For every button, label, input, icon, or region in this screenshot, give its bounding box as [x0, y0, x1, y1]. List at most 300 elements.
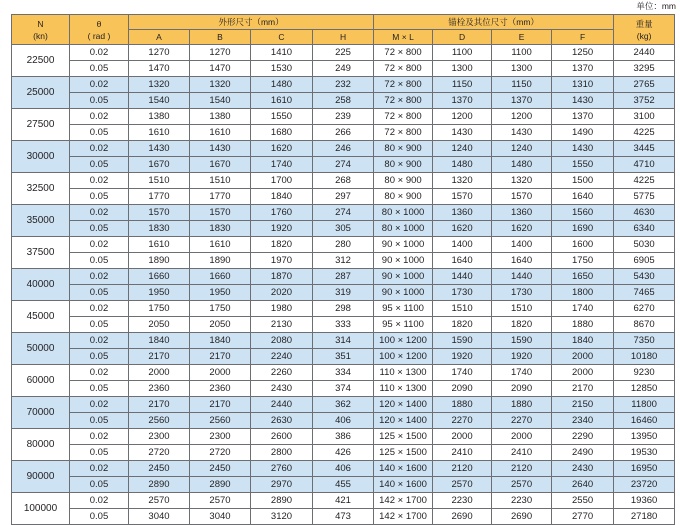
cell-e: 2570	[492, 477, 552, 493]
cell-a: 1770	[129, 189, 190, 205]
cell-d: 1320	[433, 173, 492, 189]
cell-e: 1430	[492, 125, 552, 141]
cell-weight: 5430	[614, 269, 675, 285]
cell-e: 2090	[492, 381, 552, 397]
cell-b: 1510	[190, 173, 251, 189]
header-weight-label: 重量	[635, 18, 653, 29]
cell-e: 1510	[492, 301, 552, 317]
cell-a: 1610	[129, 237, 190, 253]
cell-weight: 12850	[614, 381, 675, 397]
cell-weight: 2440	[614, 45, 675, 61]
cell-c: 2600	[251, 429, 313, 445]
cell-c: 1530	[251, 61, 313, 77]
cell-m-l: 72 × 800	[374, 77, 433, 93]
cell-d: 1370	[433, 93, 492, 109]
cell-m-l: 120 × 1400	[374, 397, 433, 413]
cell-h: 298	[313, 301, 374, 317]
cell-f: 1490	[552, 125, 614, 141]
table-row	[12, 493, 675, 509]
cell-c: 1820	[251, 237, 313, 253]
cell-a: 1380	[129, 109, 190, 125]
cell-b: 1610	[190, 125, 251, 141]
cell-b: 1320	[190, 77, 251, 93]
cell-b: 2360	[190, 381, 251, 397]
cell-f: 2150	[552, 397, 614, 413]
cell-d: 1400	[433, 237, 492, 253]
cell-d: 2120	[433, 461, 492, 477]
cell-f: 1310	[552, 77, 614, 93]
table-row	[12, 221, 675, 237]
cell-a: 2720	[129, 445, 190, 461]
cell-n: 27500	[12, 109, 70, 141]
header-col-h: H	[313, 30, 374, 45]
table-row	[12, 253, 675, 269]
cell-theta: 0.05	[70, 445, 129, 461]
cell-a: 2000	[129, 365, 190, 381]
cell-m-l: 90 × 1000	[374, 253, 433, 269]
cell-c: 2130	[251, 317, 313, 333]
cell-m-l: 100 × 1200	[374, 333, 433, 349]
cell-weight: 3445	[614, 141, 675, 157]
cell-f: 1800	[552, 285, 614, 301]
cell-theta: 0.02	[70, 141, 129, 157]
cell-e: 1920	[492, 349, 552, 365]
table-row	[12, 413, 675, 429]
header-n	[12, 15, 70, 45]
cell-a: 2360	[129, 381, 190, 397]
cell-m-l: 125 × 1500	[374, 445, 433, 461]
cell-a: 3040	[129, 509, 190, 525]
cell-a: 1270	[129, 45, 190, 61]
cell-theta: 0.02	[70, 173, 129, 189]
cell-c: 2260	[251, 365, 313, 381]
cell-m-l: 80 × 1000	[374, 221, 433, 237]
table-row	[12, 77, 675, 93]
cell-d: 1150	[433, 77, 492, 93]
cell-b: 2560	[190, 413, 251, 429]
cell-d: 1620	[433, 221, 492, 237]
cell-theta: 0.02	[70, 269, 129, 285]
cell-e: 1320	[492, 173, 552, 189]
header-n-unit: (kn)	[33, 30, 48, 41]
cell-weight: 4225	[614, 125, 675, 141]
cell-a: 2570	[129, 493, 190, 509]
cell-b: 2300	[190, 429, 251, 445]
cell-f: 2000	[552, 365, 614, 381]
cell-h: 268	[313, 173, 374, 189]
cell-theta: 0.02	[70, 77, 129, 93]
cell-m-l: 140 × 1600	[374, 461, 433, 477]
cell-a: 1320	[129, 77, 190, 93]
cell-weight: 2765	[614, 77, 675, 93]
cell-f: 1750	[552, 253, 614, 269]
cell-d: 2000	[433, 429, 492, 445]
cell-weight: 5775	[614, 189, 675, 205]
table-row	[12, 173, 675, 189]
cell-n: 22500	[12, 45, 70, 77]
cell-m-l: 110 × 1300	[374, 365, 433, 381]
cell-n: 70000	[12, 397, 70, 429]
cell-weight: 19530	[614, 445, 675, 461]
cell-m-l: 110 × 1300	[374, 381, 433, 397]
cell-a: 2300	[129, 429, 190, 445]
cell-m-l: 140 × 1600	[374, 477, 433, 493]
cell-c: 1620	[251, 141, 313, 157]
cell-a: 2170	[129, 397, 190, 413]
cell-theta: 0.02	[70, 365, 129, 381]
cell-f: 1370	[552, 109, 614, 125]
cell-weight: 27180	[614, 509, 675, 525]
cell-weight: 4225	[614, 173, 675, 189]
cell-weight: 13950	[614, 429, 675, 445]
cell-theta: 0.02	[70, 429, 129, 445]
cell-d: 1100	[433, 45, 492, 61]
cell-c: 2430	[251, 381, 313, 397]
cell-h: 334	[313, 365, 374, 381]
cell-m-l: 90 × 1000	[374, 269, 433, 285]
cell-weight: 4710	[614, 157, 675, 173]
cell-h: 426	[313, 445, 374, 461]
cell-f: 2430	[552, 461, 614, 477]
cell-h: 473	[313, 509, 374, 525]
cell-c: 2440	[251, 397, 313, 413]
cell-b: 1270	[190, 45, 251, 61]
cell-theta: 0.05	[70, 253, 129, 269]
cell-h: 319	[313, 285, 374, 301]
cell-h: 246	[313, 141, 374, 157]
cell-a: 2560	[129, 413, 190, 429]
cell-m-l: 95 × 1100	[374, 301, 433, 317]
spec-table	[11, 14, 675, 525]
cell-m-l: 72 × 800	[374, 45, 433, 61]
table-row	[12, 429, 675, 445]
cell-c: 1700	[251, 173, 313, 189]
table-row	[12, 365, 675, 381]
cell-a: 1830	[129, 221, 190, 237]
cell-h: 249	[313, 61, 374, 77]
cell-f: 1880	[552, 317, 614, 333]
cell-h: 386	[313, 429, 374, 445]
cell-d: 2410	[433, 445, 492, 461]
cell-e: 1370	[492, 93, 552, 109]
cell-a: 1660	[129, 269, 190, 285]
table-row	[12, 445, 675, 461]
cell-n: 25000	[12, 77, 70, 109]
cell-n: 100000	[12, 493, 70, 525]
cell-h: 421	[313, 493, 374, 509]
cell-f: 1250	[552, 45, 614, 61]
table-row	[12, 125, 675, 141]
cell-c: 2890	[251, 493, 313, 509]
cell-theta: 0.02	[70, 301, 129, 317]
cell-h: 266	[313, 125, 374, 141]
cell-e: 2230	[492, 493, 552, 509]
cell-c: 1480	[251, 77, 313, 93]
cell-e: 1740	[492, 365, 552, 381]
cell-theta: 0.05	[70, 509, 129, 525]
cell-theta: 0.05	[70, 413, 129, 429]
cell-f: 1600	[552, 237, 614, 253]
cell-c: 1760	[251, 205, 313, 221]
cell-a: 1540	[129, 93, 190, 109]
cell-b: 1830	[190, 221, 251, 237]
cell-d: 1880	[433, 397, 492, 413]
cell-a: 2890	[129, 477, 190, 493]
header-col-a: A	[129, 30, 190, 45]
cell-b: 2890	[190, 477, 251, 493]
cell-a: 2450	[129, 461, 190, 477]
cell-theta: 0.05	[70, 349, 129, 365]
cell-weight: 8670	[614, 317, 675, 333]
cell-m-l: 120 × 1400	[374, 413, 433, 429]
table-row	[12, 285, 675, 301]
cell-e: 2410	[492, 445, 552, 461]
cell-theta: 0.02	[70, 493, 129, 509]
cell-h: 225	[313, 45, 374, 61]
cell-b: 1840	[190, 333, 251, 349]
cell-m-l: 125 × 1500	[374, 429, 433, 445]
cell-m-l: 72 × 800	[374, 125, 433, 141]
cell-c: 2240	[251, 349, 313, 365]
cell-b: 1470	[190, 61, 251, 77]
cell-f: 1560	[552, 205, 614, 221]
table-row	[12, 45, 675, 61]
cell-b: 1610	[190, 237, 251, 253]
cell-weight: 4630	[614, 205, 675, 221]
cell-d: 1430	[433, 125, 492, 141]
cell-weight: 6905	[614, 253, 675, 269]
cell-b: 1430	[190, 141, 251, 157]
header-n-label: N	[37, 18, 44, 29]
cell-e: 1730	[492, 285, 552, 301]
cell-m-l: 80 × 900	[374, 157, 433, 173]
cell-weight: 16950	[614, 461, 675, 477]
cell-n: 45000	[12, 301, 70, 333]
cell-weight: 16460	[614, 413, 675, 429]
table-row	[12, 189, 675, 205]
cell-a: 1610	[129, 125, 190, 141]
table-row	[12, 461, 675, 477]
cell-d: 2230	[433, 493, 492, 509]
cell-weight: 3100	[614, 109, 675, 125]
table-header	[12, 15, 675, 45]
cell-e: 2000	[492, 429, 552, 445]
header-outer-dims: 外形尺寸（mm）	[129, 15, 374, 30]
cell-d: 1440	[433, 269, 492, 285]
cell-c: 1870	[251, 269, 313, 285]
cell-h: 297	[313, 189, 374, 205]
cell-b: 2170	[190, 349, 251, 365]
cell-a: 1470	[129, 61, 190, 77]
cell-f: 2170	[552, 381, 614, 397]
cell-weight: 7350	[614, 333, 675, 349]
cell-d: 2270	[433, 413, 492, 429]
cell-n: 37500	[12, 237, 70, 269]
cell-theta: 0.02	[70, 45, 129, 61]
cell-c: 2970	[251, 477, 313, 493]
cell-f: 2340	[552, 413, 614, 429]
table-row	[12, 397, 675, 413]
cell-f: 1370	[552, 61, 614, 77]
cell-h: 274	[313, 157, 374, 173]
cell-d: 1590	[433, 333, 492, 349]
cell-f: 1840	[552, 333, 614, 349]
cell-f: 2290	[552, 429, 614, 445]
cell-e: 1100	[492, 45, 552, 61]
cell-e: 1480	[492, 157, 552, 173]
cell-n: 60000	[12, 365, 70, 397]
cell-a: 1430	[129, 141, 190, 157]
cell-h: 455	[313, 477, 374, 493]
cell-d: 2090	[433, 381, 492, 397]
cell-theta: 0.05	[70, 317, 129, 333]
header-theta-label: θ	[96, 18, 102, 29]
header-weight-unit: (kg)	[636, 30, 652, 41]
cell-d: 1510	[433, 301, 492, 317]
cell-d: 2690	[433, 509, 492, 525]
cell-m-l: 80 × 900	[374, 141, 433, 157]
cell-b: 1670	[190, 157, 251, 173]
cell-e: 1570	[492, 189, 552, 205]
cell-e: 1360	[492, 205, 552, 221]
table-row	[12, 109, 675, 125]
cell-n: 80000	[12, 429, 70, 461]
cell-n: 90000	[12, 461, 70, 493]
cell-h: 312	[313, 253, 374, 269]
cell-b: 1540	[190, 93, 251, 109]
cell-f: 1650	[552, 269, 614, 285]
cell-e: 1150	[492, 77, 552, 93]
cell-a: 1950	[129, 285, 190, 301]
cell-weight: 23720	[614, 477, 675, 493]
cell-h: 333	[313, 317, 374, 333]
table-row	[12, 141, 675, 157]
cell-d: 1920	[433, 349, 492, 365]
header-col-f: F	[552, 30, 614, 45]
cell-d: 1740	[433, 365, 492, 381]
cell-b: 1380	[190, 109, 251, 125]
cell-n: 50000	[12, 333, 70, 365]
table-row	[12, 509, 675, 525]
cell-h: 280	[313, 237, 374, 253]
cell-f: 2640	[552, 477, 614, 493]
cell-c: 1970	[251, 253, 313, 269]
cell-weight: 6270	[614, 301, 675, 317]
cell-h: 239	[313, 109, 374, 125]
cell-d: 1240	[433, 141, 492, 157]
cell-b: 2000	[190, 365, 251, 381]
cell-theta: 0.02	[70, 237, 129, 253]
cell-c: 1740	[251, 157, 313, 173]
cell-m-l: 80 × 1000	[374, 205, 433, 221]
cell-e: 1620	[492, 221, 552, 237]
cell-m-l: 90 × 1000	[374, 285, 433, 301]
cell-f: 2490	[552, 445, 614, 461]
cell-b: 3040	[190, 509, 251, 525]
table-row	[12, 381, 675, 397]
cell-c: 2020	[251, 285, 313, 301]
cell-m-l: 80 × 900	[374, 173, 433, 189]
cell-m-l: 142 × 1700	[374, 493, 433, 509]
cell-e: 1880	[492, 397, 552, 413]
cell-d: 1480	[433, 157, 492, 173]
cell-c: 2630	[251, 413, 313, 429]
cell-c: 2800	[251, 445, 313, 461]
cell-d: 1730	[433, 285, 492, 301]
cell-e: 2690	[492, 509, 552, 525]
cell-a: 1840	[129, 333, 190, 349]
cell-h: 305	[313, 221, 374, 237]
cell-c: 1980	[251, 301, 313, 317]
cell-weight: 3752	[614, 93, 675, 109]
table-row	[12, 349, 675, 365]
cell-f: 1740	[552, 301, 614, 317]
cell-m-l: 72 × 800	[374, 61, 433, 77]
table-row	[12, 157, 675, 173]
cell-h: 314	[313, 333, 374, 349]
cell-f: 1690	[552, 221, 614, 237]
header-col-c: C	[251, 30, 313, 45]
cell-a: 2050	[129, 317, 190, 333]
cell-f: 2770	[552, 509, 614, 525]
cell-theta: 0.05	[70, 125, 129, 141]
cell-m-l: 142 × 1700	[374, 509, 433, 525]
cell-h: 362	[313, 397, 374, 413]
cell-weight: 3295	[614, 61, 675, 77]
cell-b: 2450	[190, 461, 251, 477]
cell-b: 2720	[190, 445, 251, 461]
cell-e: 1300	[492, 61, 552, 77]
cell-f: 2550	[552, 493, 614, 509]
cell-weight: 19360	[614, 493, 675, 509]
cell-a: 1670	[129, 157, 190, 173]
cell-b: 2050	[190, 317, 251, 333]
header-col-ml: M × L	[374, 30, 433, 45]
cell-b: 1750	[190, 301, 251, 317]
cell-e: 1590	[492, 333, 552, 349]
cell-n: 30000	[12, 141, 70, 173]
cell-e: 1440	[492, 269, 552, 285]
table-row	[12, 301, 675, 317]
cell-theta: 0.05	[70, 381, 129, 397]
cell-weight: 5030	[614, 237, 675, 253]
cell-h: 258	[313, 93, 374, 109]
cell-theta: 0.05	[70, 157, 129, 173]
cell-e: 1240	[492, 141, 552, 157]
header-col-b: B	[190, 30, 251, 45]
cell-b: 1890	[190, 253, 251, 269]
cell-theta: 0.05	[70, 93, 129, 109]
cell-theta: 0.05	[70, 189, 129, 205]
cell-c: 1920	[251, 221, 313, 237]
cell-n: 35000	[12, 205, 70, 237]
table-row	[12, 237, 675, 253]
cell-a: 1750	[129, 301, 190, 317]
cell-m-l: 80 × 900	[374, 189, 433, 205]
unit-label: 单位：mm	[636, 1, 676, 11]
cell-d: 1360	[433, 205, 492, 221]
cell-b: 2570	[190, 493, 251, 509]
cell-b: 1950	[190, 285, 251, 301]
cell-e: 1820	[492, 317, 552, 333]
cell-weight: 9230	[614, 365, 675, 381]
cell-c: 1550	[251, 109, 313, 125]
table-body	[12, 45, 675, 525]
table-row	[12, 61, 675, 77]
cell-a: 1510	[129, 173, 190, 189]
cell-d: 1640	[433, 253, 492, 269]
header-anchor-group: 锚栓及其位尺寸（mm）	[374, 15, 614, 30]
